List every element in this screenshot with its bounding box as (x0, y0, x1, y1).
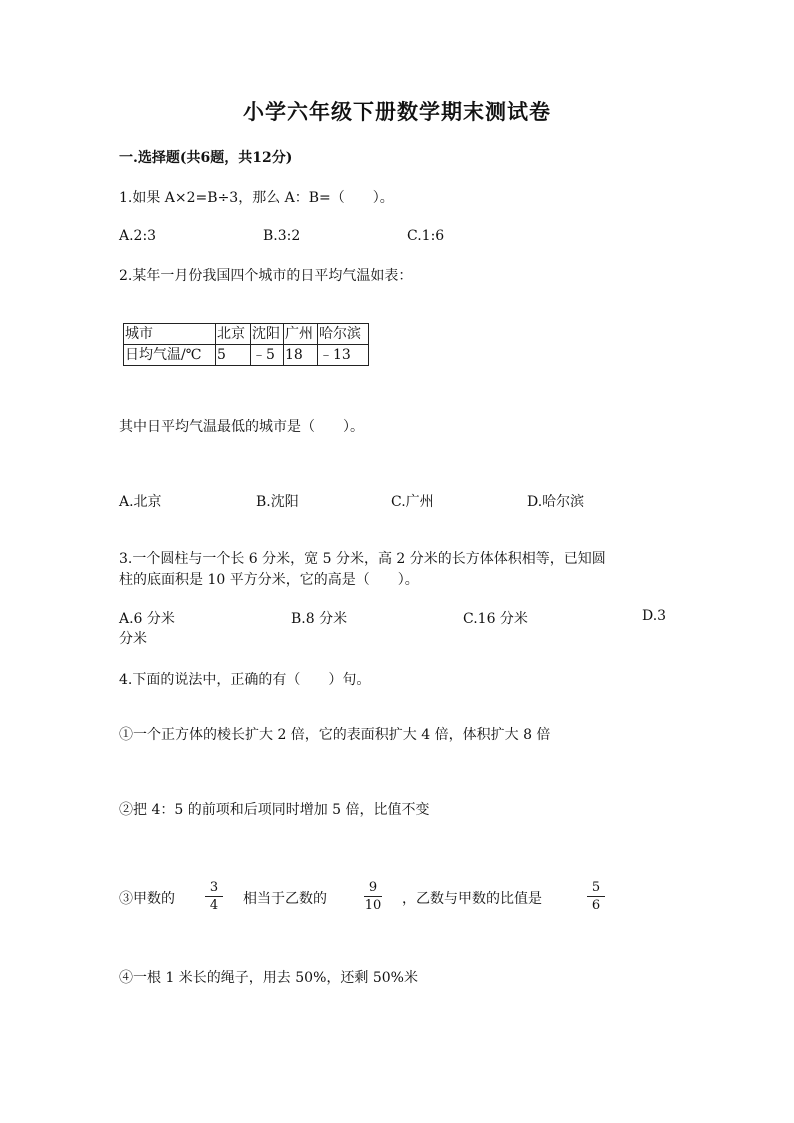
table-cell: 日均气温/℃ (124, 345, 216, 366)
fraction-9-10 (361, 880, 385, 913)
q1-option-c: C.1:6 (407, 228, 445, 244)
statement-4: ④一根 1 米长的绳子，用去 50%，还剩 50%米 (119, 970, 418, 986)
statement-3-part-b: 相当于乙数的 (243, 891, 327, 907)
q3-option-c: C.16 分米 (463, 611, 528, 627)
fraction-denominator: 6 (591, 898, 601, 913)
table-cell: ﹣13 (318, 345, 369, 366)
table-cell: 城市 (124, 324, 216, 345)
fraction-denominator: 4 (209, 898, 219, 913)
table-cell: 18 (284, 345, 318, 366)
q3-option-b: B.8 分米 (291, 611, 348, 627)
q2-option-a: A.北京 (119, 494, 162, 510)
question-1: 1.如果 A×2=B÷3，那么 A：B=（ ）。 (119, 190, 394, 206)
fraction-3-4 (202, 880, 226, 913)
q3-option-a: A.6 分米 (119, 611, 175, 627)
table-cell: 北京 (216, 324, 251, 345)
table-cell: ﹣5 (251, 345, 284, 366)
question-3-line-2: 柱的底面积是 10 平方分米，它的高是（ ）。 (119, 572, 419, 588)
table-row (124, 324, 369, 345)
fraction-numerator: 9 (368, 880, 378, 895)
table-cell: 5 (216, 345, 251, 366)
q3-option-d: D.3 (642, 608, 667, 624)
question-2: 2.某年一月份我国四个城市的日平均气温如表： (119, 268, 413, 284)
q1-option-b: B.3:2 (263, 228, 301, 244)
q2-prompt: 其中日平均气温最低的城市是（ ）。 (119, 419, 364, 435)
table-cell: 广州 (284, 324, 318, 345)
fraction-denominator: 10 (364, 898, 382, 913)
fraction-numerator: 5 (591, 880, 601, 895)
q2-option-c: C.广州 (391, 494, 434, 510)
q1-option-a: A.2:3 (119, 228, 157, 244)
table-row (124, 345, 369, 366)
statement-3-part-c: ，乙数与甲数的比值是 (402, 891, 542, 907)
q3-option-d-wrap: 分米 (119, 631, 147, 647)
fraction-bar (364, 896, 382, 897)
fraction-5-6 (584, 880, 608, 913)
statement-2: ②把 4：5 的前项和后项同时增加 5 倍，比值不变 (119, 802, 430, 818)
statement-1: ①一个正方体的棱长扩大 2 倍，它的表面积扩大 4 倍，体积扩大 8 倍 (119, 727, 551, 743)
q2-option-d: D.哈尔滨 (527, 494, 585, 510)
statement-3-part-a: ③甲数的 (119, 891, 175, 907)
temperature-table (123, 323, 369, 366)
table-cell: 哈尔滨 (318, 324, 369, 345)
fraction-bar (205, 896, 223, 897)
question-3-line-1: 3.一个圆柱与一个长 6 分米，宽 5 分米，高 2 分米的长方体体积相等，已知圆 (119, 551, 606, 567)
section-heading: 一.选择题(共6题，共12分) (119, 150, 293, 166)
q2-option-b: B.沈阳 (256, 494, 299, 510)
fraction-numerator: 3 (209, 880, 219, 895)
table-cell: 沈阳 (251, 324, 284, 345)
page-title: 小学六年级下册数学期末测试卷 (243, 99, 551, 124)
fraction-bar (587, 896, 605, 897)
question-4: 4.下面的说法中，正确的有（ ）句。 (119, 672, 371, 688)
